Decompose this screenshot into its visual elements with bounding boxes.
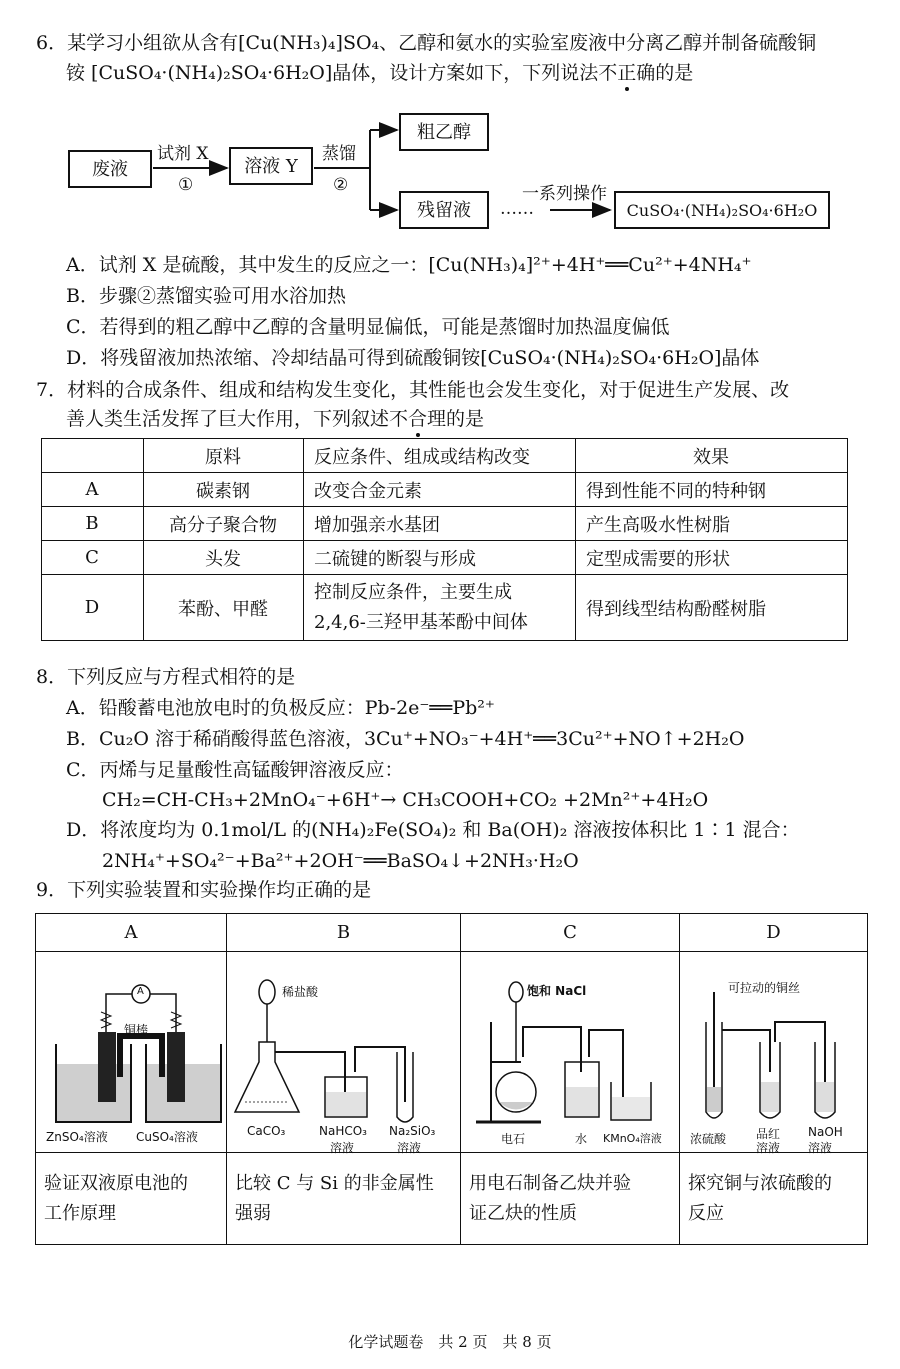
- kmno4-label: KMnO₄溶液: [603, 1132, 662, 1145]
- q9-table: [35, 913, 868, 1245]
- q8-stem: 下列反应与方程式相符的是: [67, 666, 296, 688]
- ammeter-icon: A: [137, 986, 144, 997]
- naoh-solution-label: 溶液: [808, 1141, 833, 1155]
- nahco3-solution-label: 溶液: [330, 1141, 355, 1155]
- apparatus-b-cell: [227, 952, 461, 1153]
- q7-line1: [36, 377, 789, 403]
- q6-stem-line1: 某学习小组欲从含有[Cu(NH₃)₄]SO₄、乙醇和氨水的实验室废液中分离乙醇并制备硫酸铜: [67, 32, 817, 54]
- q7-header-cell: 效果: [576, 439, 848, 473]
- flow-arrows: [0, 100, 900, 240]
- flow-solution-y-box: 溶液 Y: [229, 147, 313, 185]
- q7-emphasis: 不合理: [389, 408, 447, 430]
- q7-stem-line1: 材料的合成条件、组成和结构发生变化，其性能也会发生变化，对于促进生产发展、改: [67, 379, 790, 401]
- q6-option-d: D．将残留液加热浓缩、冷却结晶可得到硫酸铜铵[CuSO₄·(NH₄)₂SO₄·6H₂O]晶体: [66, 347, 760, 369]
- table-cell: A: [42, 473, 144, 507]
- na2sio3-solution-label: 溶液: [397, 1141, 422, 1155]
- q7-number: 7．: [36, 379, 68, 401]
- znso4-label: ZnSO₄溶液: [46, 1130, 108, 1144]
- table-cell: [304, 575, 576, 641]
- cell-line: 控制反应条件，主要生成: [314, 581, 512, 603]
- table-cell: 苯酚、甲醛: [144, 575, 304, 641]
- q9-stem: 下列实验装置和实验操作均正确的是: [67, 879, 372, 901]
- table-cell: B: [42, 507, 144, 541]
- q6-option-a: A．试剂 X 是硫酸，其中发生的反应之一：[Cu(NH₃)₄]²⁺+4H⁺══Cu²⁺+4NH₄⁺: [66, 254, 752, 276]
- q9-apparatus-row: [36, 952, 868, 1153]
- q6-number: 6．: [36, 32, 68, 54]
- table-cell: 得到线型结构酚醛树脂: [576, 575, 848, 641]
- q8-line1: [36, 664, 295, 690]
- flow-crude-ethanol-box: 粗乙醇: [399, 113, 489, 151]
- table-cell: 二硫键的断裂与形成: [304, 541, 576, 575]
- copper-rod-label: 铜棒: [124, 1023, 149, 1037]
- desc-line: 验证双液原电池的: [44, 1172, 188, 1194]
- table-row: [42, 541, 848, 575]
- flow-series-ops: 一系列操作: [522, 184, 607, 204]
- flow-reagent-x: 试剂 X: [157, 144, 209, 164]
- apparatus-c-cell: [461, 952, 680, 1153]
- table-row: [42, 473, 848, 507]
- table-cell: 定型成需要的形状: [576, 541, 848, 575]
- calcium-carbide-label: 电石: [501, 1132, 526, 1146]
- q9-col-header: A: [36, 914, 227, 952]
- q9-line1: [36, 877, 371, 903]
- galvanic-cell-diagram: [36, 952, 226, 1152]
- q7-header-cell: 原料: [144, 439, 304, 473]
- q8-option-d-equation: 2NH₄⁺+SO₄²⁻+Ba²⁺+2OH⁻══BaSO₄↓+2NH₃·H₂O: [102, 850, 579, 872]
- caco3-label: CaCO₃: [247, 1124, 286, 1138]
- cuso4-label: CuSO₄溶液: [136, 1130, 198, 1144]
- table-cell: 改变合金元素: [304, 473, 576, 507]
- q6-option-c: C．若得到的粗乙醇中乙醇的含量明显偏低，可能是蒸馏时加热温度偏低: [66, 316, 670, 338]
- q9-col-header: C: [461, 914, 680, 952]
- desc-line: 探究铜与浓硫酸的: [688, 1172, 832, 1194]
- flow-residue-box: 残留液: [399, 191, 489, 229]
- table-cell: 得到性能不同的特种钢: [576, 473, 848, 507]
- q6-line1: [36, 30, 816, 56]
- nahco3-label: NaHCO₃: [319, 1124, 367, 1138]
- acid-strength-diagram: [227, 952, 460, 1152]
- desc-line: 强弱: [235, 1202, 271, 1224]
- table-cell: 增加强亲水基团: [304, 507, 576, 541]
- copper-wire-label: 可拉动的铜丝: [728, 981, 801, 995]
- q8-option-c: C．丙烯与足量酸性高锰酸钾溶液反应：: [66, 759, 404, 781]
- q7-header-cell: [42, 439, 144, 473]
- na2sio3-label: Na₂SiO₃: [389, 1124, 436, 1138]
- q9-header-row: [36, 914, 868, 952]
- table-cell: C: [42, 541, 144, 575]
- q6-stem-line2: 铵 [CuSO₄·(NH₄)₂SO₄·6H₂O]晶体，设计方案如下，下列说法: [66, 62, 599, 84]
- q8-option-c-equation: CH₂=CH-CH₃+2MnO₄⁻+6H⁺→ CH₃COOH+CO₂ +2Mn²⁺+4H₂O: [102, 789, 709, 811]
- water-label: 水: [575, 1132, 588, 1146]
- dilute-hcl-label: 稀盐酸: [282, 985, 319, 999]
- flow-distill: 蒸馏: [322, 144, 356, 164]
- flow-waste-box: 废液: [68, 150, 152, 188]
- q9-col-header: D: [680, 914, 868, 952]
- table-cell: 高分子聚合物: [144, 507, 304, 541]
- magenta-label: 品红: [756, 1127, 781, 1141]
- desc-line: 反应: [688, 1202, 724, 1224]
- table-cell: 头发: [144, 541, 304, 575]
- desc-line: 工作原理: [44, 1202, 116, 1224]
- desc-line: 证乙炔的性质: [469, 1202, 577, 1224]
- q7-stem-post: 的是: [446, 408, 485, 430]
- q8-option-b: B．Cu₂O 溶于稀硝酸得蓝色溶液，3Cu⁺+NO₃⁻+4H⁺══3Cu²⁺+NO↑+2H₂O: [66, 728, 745, 750]
- q7-header-row: [42, 439, 848, 473]
- q6-line2: [66, 60, 693, 86]
- description-a: [36, 1153, 227, 1245]
- flow-product-box: CuSO₄·(NH₄)₂SO₄·6H₂O: [614, 191, 830, 229]
- table-cell: 碳素钢: [144, 473, 304, 507]
- q6-stem-post: 的是: [655, 62, 694, 84]
- conc-h2so4-label: 浓硫酸: [690, 1132, 727, 1146]
- cell-line: 2,4,6-三羟甲基苯酚中间体: [314, 611, 528, 633]
- desc-line: 用电石制备乙炔并验: [469, 1172, 631, 1194]
- flow-step1: ①: [178, 175, 194, 195]
- description-c: [461, 1153, 680, 1245]
- page-footer: 化学试题卷 共 2 页 共 8 页: [348, 1333, 552, 1351]
- apparatus-d-cell: [680, 952, 868, 1153]
- q9-col-header: B: [227, 914, 461, 952]
- q7-header-cell: 反应条件、组成或结构改变: [304, 439, 576, 473]
- q9-number: 9．: [36, 879, 68, 901]
- q7-line2: [66, 406, 484, 432]
- description-b: [227, 1153, 461, 1245]
- q6-option-b: B．步骤②蒸馏实验可用水浴加热: [66, 285, 346, 307]
- q7-stem-line2: 善人类生活发挥了巨大作用，下列叙述: [66, 408, 390, 430]
- description-d: [680, 1153, 868, 1245]
- flow-step2: ②: [333, 175, 349, 195]
- q8-option-d: D．将浓度均为 0.1mol/L 的(NH₄)₂Fe(SO₄)₂ 和 Ba(OH)₂ 溶液按体积比 1∶1 混合：: [66, 819, 800, 841]
- naoh-label: NaOH: [808, 1125, 843, 1139]
- q8-option-a: A．铅酸蓄电池放电时的负极反应：Pb-2e⁻══Pb²⁺: [66, 697, 495, 719]
- q9-description-row: [36, 1153, 868, 1245]
- desc-line: 比较 C 与 Si 的非金属性: [235, 1172, 434, 1194]
- flow-dots: ……: [500, 199, 534, 219]
- magenta-solution-label: 溶液: [756, 1141, 781, 1155]
- apparatus-a-cell: [36, 952, 227, 1153]
- table-row: [42, 575, 848, 641]
- saturated-nacl-label: 饱和 NaCl: [527, 984, 587, 998]
- q7-table: [41, 438, 848, 641]
- table-cell: 产生高吸水性树脂: [576, 507, 848, 541]
- table-row: [42, 507, 848, 541]
- table-cell: D: [42, 575, 144, 641]
- q6-emphasis: 不正确: [598, 62, 656, 84]
- q8-number: 8．: [36, 666, 68, 688]
